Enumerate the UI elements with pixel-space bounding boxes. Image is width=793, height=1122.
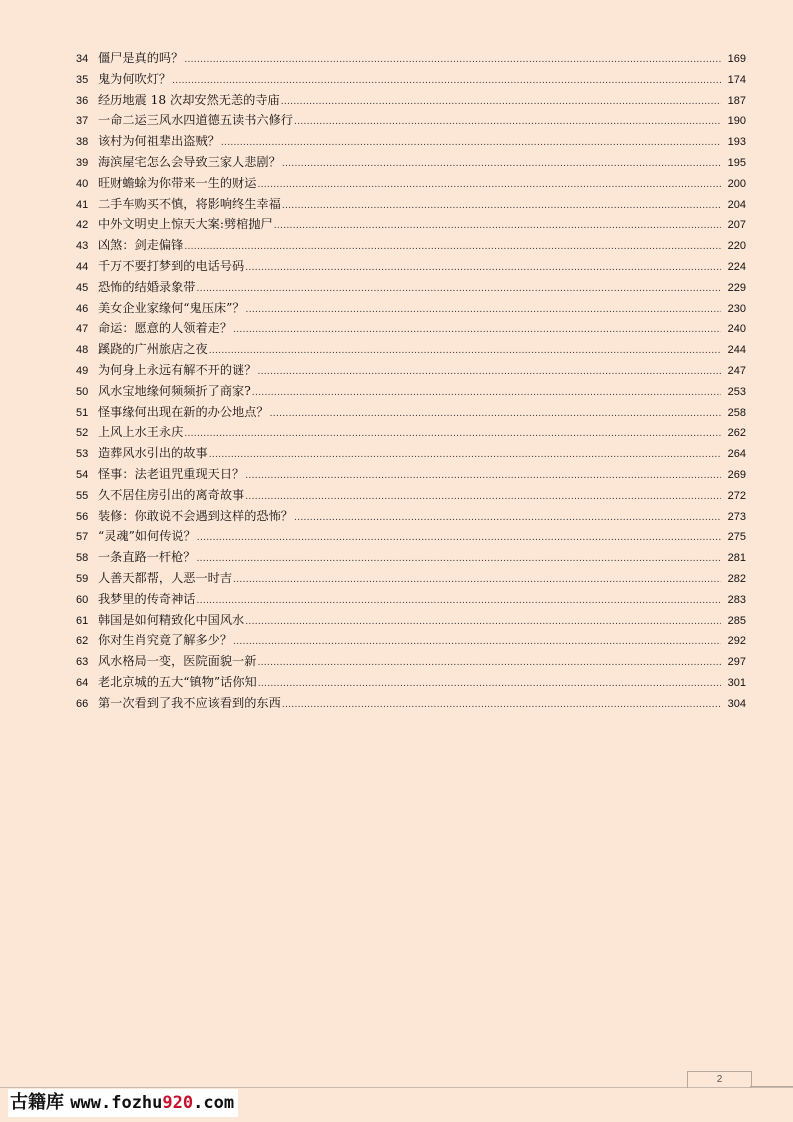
- toc-entry-page: 262: [727, 427, 746, 440]
- toc-entry[interactable]: [76, 630, 746, 651]
- toc-entry-title[interactable]: 为何身上永远有解不开的谜？: [98, 362, 257, 377]
- toc-leader-dots: [294, 112, 721, 133]
- toc-entry-title[interactable]: 经历地震 18 次却安然无恙的寺庙: [98, 92, 280, 107]
- watermark-url: www.fozhu920.com: [70, 1093, 235, 1113]
- toc-entry-page: 247: [727, 364, 746, 377]
- toc-entry-page: 193: [727, 136, 746, 149]
- toc-entry-number: 48: [76, 344, 89, 357]
- toc-entry-page: 253: [727, 385, 746, 398]
- toc-leader-dots: [258, 674, 721, 695]
- toc-leader-dots: [209, 341, 721, 362]
- toc-entry[interactable]: [76, 589, 746, 610]
- toc-leader-dots: [209, 445, 721, 466]
- toc-entry-number: 44: [76, 260, 89, 273]
- toc-entry[interactable]: [76, 173, 746, 194]
- watermark-logo: [8, 1089, 238, 1117]
- toc-leader-dots: [282, 154, 721, 175]
- toc-leader-dots: [245, 487, 721, 508]
- toc-entry-number: 63: [76, 656, 89, 669]
- toc-entry-page: 187: [727, 94, 746, 107]
- toc-leader-dots: [281, 92, 721, 113]
- toc-leader-dots: [233, 632, 721, 653]
- toc-entry-title[interactable]: 凶煞：剑走偏锋: [98, 238, 184, 253]
- toc-entry-page: 204: [727, 198, 746, 211]
- toc-entry[interactable]: [76, 672, 746, 693]
- toc-entry-number: 57: [76, 531, 89, 544]
- toc-leader-dots: [233, 320, 721, 341]
- toc-entry[interactable]: [76, 48, 746, 69]
- toc-entry-number: 47: [76, 323, 89, 336]
- toc-entry-page: 301: [727, 676, 746, 689]
- toc-entry-page: 244: [727, 344, 746, 357]
- toc-leader-dots: [197, 549, 722, 570]
- toc-entry-page: 275: [727, 531, 746, 544]
- toc-entry-number: 34: [76, 53, 89, 65]
- toc-entry-title[interactable]: 风水格局一变，医院面貌一新: [98, 654, 257, 669]
- toc-entry[interactable]: [76, 235, 746, 256]
- toc-entry[interactable]: [76, 443, 746, 464]
- toc-entry-title[interactable]: 你对生肖究竟了解多少？: [98, 633, 233, 648]
- table-of-contents: [76, 48, 746, 714]
- toc-entry[interactable]: [76, 526, 746, 547]
- toc-leader-dots: [252, 383, 721, 404]
- toc-entry[interactable]: [76, 298, 746, 319]
- toc-entry[interactable]: [76, 318, 746, 339]
- toc-entry-number: 66: [76, 697, 89, 710]
- toc-leader-dots: [294, 508, 721, 529]
- toc-entry-number: 46: [76, 302, 89, 315]
- toc-entry-title[interactable]: 中外文明史上惊天大案:劈棺抛尸: [98, 217, 273, 232]
- toc-entry-number: 39: [76, 156, 89, 169]
- toc-entry-title[interactable]: 怪事缘何出现在新的办公地点？: [98, 404, 269, 419]
- toc-entry-title[interactable]: 二手车购买不慎，将影响终生幸福: [98, 196, 281, 211]
- toc-entry-page: 195: [727, 156, 746, 169]
- toc-entry-title[interactable]: 千万不要打梦到的电话号码: [98, 258, 245, 273]
- toc-entry-title[interactable]: 造葬风水引出的故事: [98, 446, 208, 461]
- toc-entry-number: 64: [76, 676, 89, 689]
- toc-entry-title[interactable]: 命运：愿意的人领着走？: [98, 321, 233, 336]
- toc-entry-title[interactable]: 韩国是如何精致化中国风水: [98, 612, 245, 627]
- toc-entry-page: 200: [727, 177, 746, 190]
- toc-entry-page: 282: [727, 572, 746, 585]
- toc-entry[interactable]: [76, 360, 746, 381]
- toc-entry-number: 35: [76, 73, 89, 86]
- toc-entry-number: 54: [76, 468, 89, 481]
- toc-leader-dots: [270, 404, 721, 425]
- toc-entry-page: 207: [727, 219, 746, 232]
- watermark-site-name: 古籍库: [10, 1092, 64, 1113]
- toc-entry-page: 230: [727, 302, 746, 315]
- toc-entry[interactable]: [76, 194, 746, 215]
- toc-entry-page: 174: [727, 73, 746, 86]
- toc-entry[interactable]: [76, 402, 746, 423]
- toc-entry-number: 51: [76, 406, 89, 419]
- footer-divider: [0, 1087, 793, 1088]
- toc-leader-dots: [233, 570, 721, 591]
- toc-entry-page: 240: [727, 323, 746, 336]
- toc-entry[interactable]: [76, 568, 746, 589]
- toc-entry-number: 37: [76, 115, 89, 128]
- toc-leader-dots: [282, 196, 721, 217]
- toc-entry-number: 53: [76, 448, 89, 461]
- toc-entry-number: 49: [76, 364, 89, 377]
- toc-leader-dots: [257, 653, 721, 674]
- toc-entry[interactable]: [76, 422, 746, 443]
- toc-leader-dots: [274, 216, 721, 237]
- toc-entry-number: 42: [76, 219, 89, 232]
- toc-leader-dots: [245, 612, 721, 633]
- toc-entry-number: 58: [76, 552, 89, 565]
- toc-leader-dots: [184, 50, 721, 71]
- toc-entry-title[interactable]: 怪事：法老诅咒重现天日？: [98, 466, 245, 481]
- toc-leader-dots: [184, 237, 721, 258]
- toc-entry[interactable]: [76, 651, 746, 672]
- toc-entry-title[interactable]: 海滨屋宅怎么会导致三家人悲剧？: [98, 154, 281, 169]
- toc-entry[interactable]: [76, 693, 746, 714]
- toc-entry-page: 292: [727, 635, 746, 648]
- toc-leader-dots: [221, 133, 721, 154]
- toc-entry-number: 52: [76, 427, 89, 440]
- toc-entry[interactable]: [76, 110, 746, 131]
- toc-entry-title[interactable]: “灵魂”如何传说？: [98, 529, 196, 544]
- toc-entry-title[interactable]: 鬼为何吹灯？: [98, 71, 172, 86]
- toc-entry-page: 220: [727, 240, 746, 253]
- toc-entry-number: 36: [76, 94, 89, 107]
- toc-entry-number: 59: [76, 572, 89, 585]
- toc-leader-dots: [257, 362, 721, 383]
- toc-entry-page: 304: [727, 697, 746, 710]
- toc-entry-number: 38: [76, 136, 89, 149]
- toc-entry-title[interactable]: 蹊跷的广州旅店之夜: [98, 342, 208, 357]
- toc-leader-dots: [245, 258, 721, 279]
- toc-leader-dots: [184, 424, 721, 445]
- toc-entry-number: 62: [76, 635, 89, 648]
- toc-entry[interactable]: [76, 547, 746, 568]
- toc-entry[interactable]: [76, 256, 746, 277]
- toc-entry[interactable]: [76, 506, 746, 527]
- toc-entry-number: 45: [76, 281, 89, 294]
- toc-entry-number: 60: [76, 593, 89, 606]
- toc-entry[interactable]: [76, 131, 746, 152]
- toc-entry-page: 258: [727, 406, 746, 419]
- toc-entry-page: 229: [727, 281, 746, 294]
- toc-entry-page: 283: [727, 593, 746, 606]
- toc-entry[interactable]: [76, 464, 746, 485]
- toc-leader-dots: [246, 300, 721, 321]
- toc-entry-page: 272: [727, 489, 746, 502]
- toc-entry[interactable]: [76, 339, 746, 360]
- toc-entry-title[interactable]: 第一次看到了我不应该看到的东西: [98, 695, 281, 710]
- toc-entry[interactable]: [76, 214, 746, 235]
- toc-entry[interactable]: [76, 485, 746, 506]
- toc-entry-page: 264: [727, 448, 746, 461]
- toc-entry-title[interactable]: 久不居住房引出的离奇故事: [98, 487, 245, 502]
- toc-entry-title[interactable]: 装修：你敢说不会遇到这样的恐怖？: [98, 508, 293, 523]
- toc-entry-page: 285: [727, 614, 746, 627]
- toc-entry-title[interactable]: 一命二运三风水四道德五读书六修行: [98, 113, 293, 128]
- toc-entry-title[interactable]: 恐怖的结婚录象带: [98, 279, 196, 294]
- toc-entry-title[interactable]: 老北京城的五大“镇物”话你知: [98, 674, 257, 689]
- toc-leader-dots: [197, 279, 722, 300]
- toc-entry-page: 190: [727, 115, 746, 128]
- toc-entry[interactable]: [76, 90, 746, 111]
- toc-entry[interactable]: [76, 69, 746, 90]
- toc-entry-number: 61: [76, 614, 89, 627]
- toc-entry-page: 269: [727, 468, 746, 481]
- toc-entry-title[interactable]: 僵尸是真的吗？: [98, 51, 184, 65]
- toc-leader-dots: [257, 175, 721, 196]
- footer-divider-right: [750, 1086, 793, 1087]
- toc-leader-dots: [282, 695, 721, 716]
- toc-entry-page: 224: [727, 260, 746, 273]
- toc-leader-dots: [197, 528, 721, 549]
- toc-entry-page: 297: [727, 656, 746, 669]
- toc-entry-title[interactable]: 旺财蟾蜍为你带来一生的财运: [98, 175, 257, 190]
- page-number: 2: [687, 1071, 752, 1088]
- toc-entry-title[interactable]: 该村为何祖辈出盗贼？: [98, 134, 220, 149]
- toc-entry-page: 281: [727, 552, 746, 565]
- toc-entry-page: 273: [727, 510, 746, 523]
- toc-leader-dots: [245, 466, 721, 487]
- toc-entry-number: 41: [76, 198, 89, 211]
- toc-entry-number: 43: [76, 240, 89, 253]
- toc-entry-title[interactable]: 美女企业家缘何“鬼压床”？: [98, 300, 245, 315]
- toc-leader-dots: [172, 71, 721, 92]
- toc-entry-title[interactable]: 一条直路一杆枪？: [98, 550, 196, 565]
- toc-entry-title[interactable]: 我梦里的传奇神话: [98, 591, 196, 606]
- toc-entry-number: 40: [76, 177, 89, 190]
- toc-entry[interactable]: [76, 610, 746, 631]
- toc-leader-dots: [197, 591, 722, 612]
- toc-entry-number: 55: [76, 489, 89, 502]
- toc-entry-number: 56: [76, 510, 89, 523]
- toc-entry-title[interactable]: 人善天都帮，人恶一时吉: [98, 570, 233, 585]
- toc-entry-number: 50: [76, 385, 89, 398]
- toc-entry[interactable]: [76, 381, 746, 402]
- toc-entry-title[interactable]: 上风上水王永庆: [98, 425, 184, 440]
- toc-entry-title[interactable]: 风水宝地缘何频频折了商家?: [98, 383, 251, 398]
- toc-entry[interactable]: [76, 152, 746, 173]
- toc-entry[interactable]: [76, 277, 746, 298]
- toc-entry-page: 169: [727, 53, 746, 65]
